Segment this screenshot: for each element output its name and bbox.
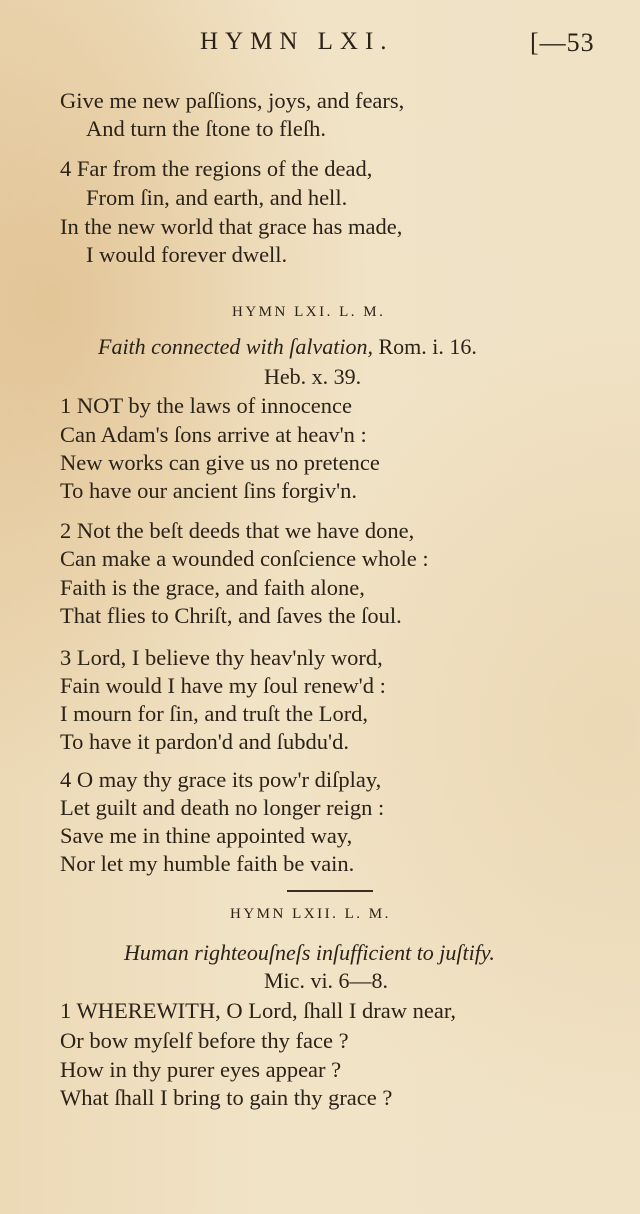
- verse-line: Or bow myſelf before thy face ?: [60, 1028, 349, 1053]
- verse-line: What ſhall I bring to gain thy grace ?: [60, 1085, 393, 1110]
- page-number: [—53: [530, 28, 595, 57]
- verse-line: Give me new paſſions, joys, and fears,: [60, 88, 405, 113]
- verse-line: 4 O may thy grace its pow'r diſplay,: [60, 767, 382, 792]
- scripture-reference: Rom. i. 16.: [378, 334, 477, 359]
- section-divider: [287, 890, 373, 892]
- hymn-subject: [124, 940, 495, 966]
- verse-line: Faith is the grace, and faith alone,: [60, 575, 365, 600]
- verse-line: Can Adam's ſons arrive at heav'n :: [60, 422, 367, 447]
- verse-line: Fain would I have my ſoul renew'd :: [60, 673, 386, 698]
- verse-line: Nor let my humble faith be vain.: [60, 851, 355, 876]
- hymn-heading: HYMN LXII. L. M.: [230, 906, 391, 922]
- hymn-subject: [98, 334, 477, 360]
- verse-line: From ſin, and earth, and hell.: [86, 185, 348, 210]
- verse-line: Let guilt and death no longer reign :: [60, 795, 385, 820]
- hymn-subject-text: Human righteouſneſs inſufficient to juſtify.: [124, 940, 495, 965]
- verse-line: 1 WHEREWITH, O Lord, ſhall I draw near,: [60, 998, 457, 1023]
- scripture-reference: Heb. x. 39.: [264, 364, 362, 389]
- verse-line: 4 Far from the regions of the dead,: [60, 156, 373, 181]
- verse-line: To have our ancient ſins forgiv'n.: [60, 478, 357, 503]
- verse-line: 1 NOT by the laws of innocence: [60, 393, 353, 418]
- verse-line: In the new world that grace has made,: [60, 214, 403, 239]
- running-head: HYMN LXI.: [200, 28, 394, 55]
- verse-line: 2 Not the beſt deeds that we have done,: [60, 518, 415, 543]
- verse-line: How in thy purer eyes appear ?: [60, 1057, 342, 1082]
- verse-line: New works can give us no pretence: [60, 450, 380, 475]
- scripture-reference: Mic. vi. 6—8.: [264, 968, 389, 993]
- verse-line: That flies to Chriſt, and ſaves the ſoul.: [60, 603, 402, 628]
- hymn-heading: HYMN LXI. L. M.: [232, 304, 386, 320]
- hymn-subject-text: Faith connected with ſalvation,: [98, 334, 373, 359]
- verse-line: 3 Lord, I believe thy heav'nly word,: [60, 645, 383, 670]
- verse-line: I would forever dwell.: [86, 242, 288, 267]
- verse-line: And turn the ſtone to fleſh.: [86, 116, 326, 141]
- verse-line: Save me in thine appointed way,: [60, 823, 353, 848]
- verse-line: To have it pardon'd and ſubdu'd.: [60, 729, 349, 754]
- verse-line: Can make a wounded conſcience whole :: [60, 546, 429, 571]
- verse-line: I mourn for ſin, and truſt the Lord,: [60, 701, 369, 726]
